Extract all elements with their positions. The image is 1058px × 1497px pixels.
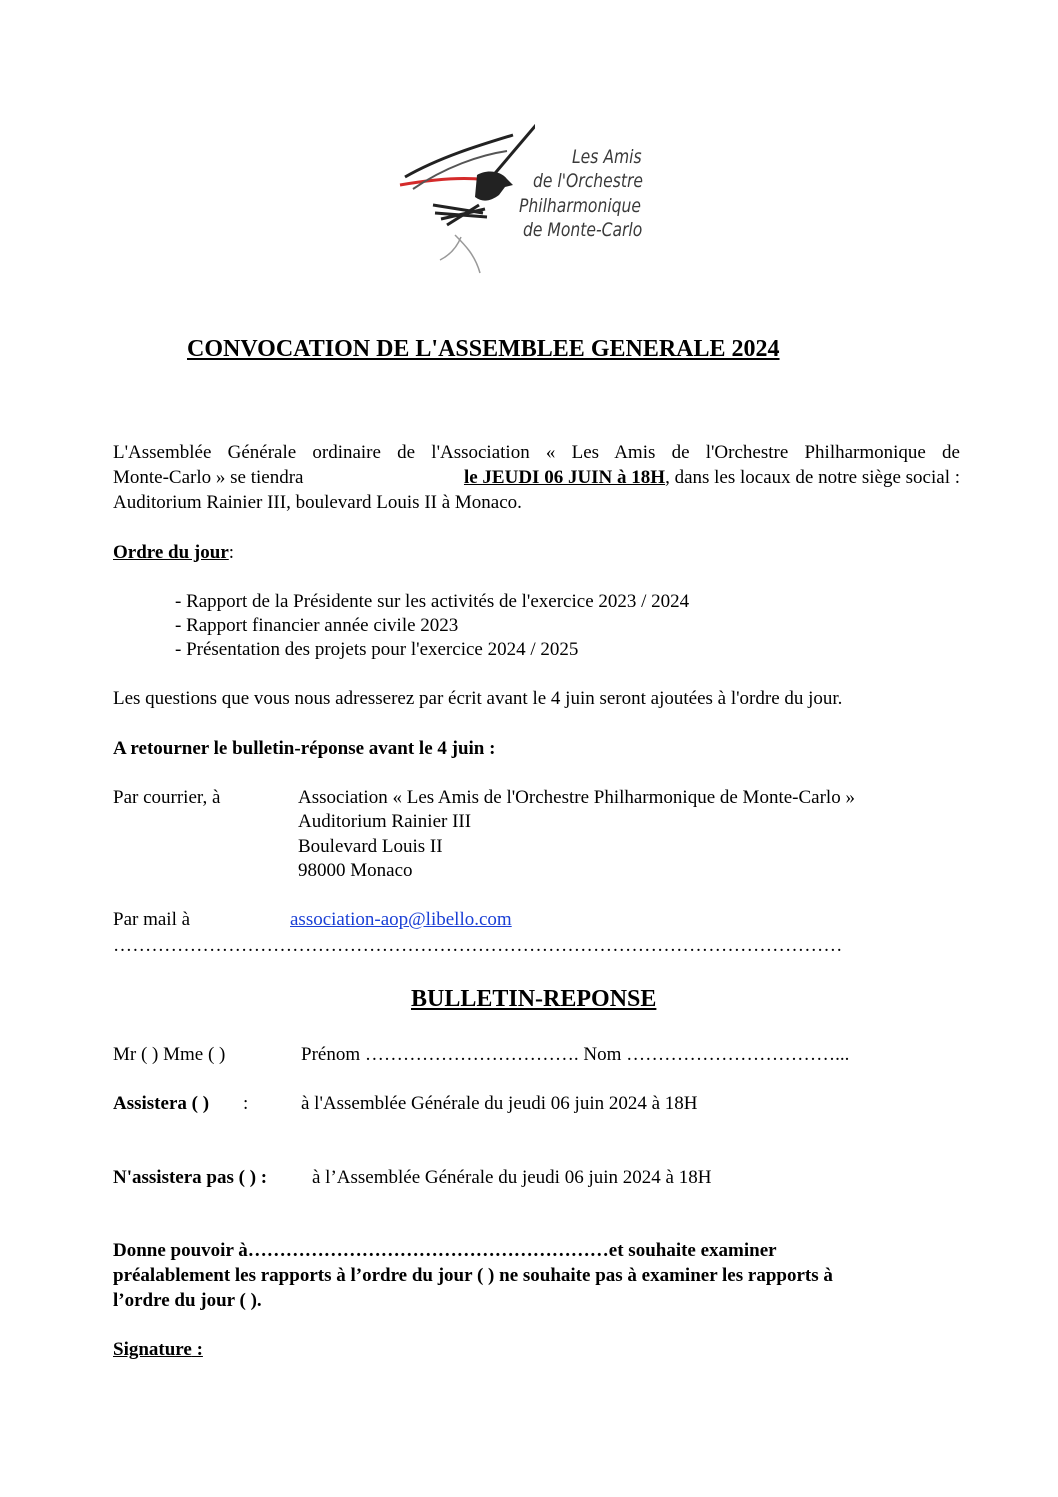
agenda-heading: Ordre du jour: [113, 542, 235, 563]
not-attend-label: N'assistera pas ( ) : [113, 1167, 268, 1188]
cut-line: …………………………………………………………………………………………………… [113, 935, 843, 956]
scribble [433, 205, 487, 225]
address-line: 98000 Monaco [298, 860, 413, 881]
logo-line-4: de Monte-Carlo [523, 219, 643, 241]
intro-pre: Monte-Carlo » se tiendra [113, 467, 304, 488]
logo-line-3: Philharmonique [519, 195, 642, 217]
intro-line-1: L'Assemblée Générale ordinaire de l'Association « Les Amis de l'Orchestre Philharmonique de [113, 442, 960, 463]
intro-line-2 [113, 466, 960, 490]
name-fields: Prénom ……………………………. Nom ……………………………... [301, 1044, 850, 1065]
address-line: Boulevard Louis II [298, 836, 443, 857]
signature-label: Signature : [113, 1339, 203, 1360]
conductor-logo-graphic [395, 105, 535, 275]
not-attend-text: à l’Assemblée Générale du jeudi 06 juin 2024 à 18H [312, 1167, 712, 1188]
proxy-line-2: préalablement les rapports à l’ordre du jour ( ) ne souhaite pas à examiner les rapports à [113, 1265, 833, 1286]
email-link[interactable]: association-aop@libello.com [290, 909, 512, 930]
page-title: CONVOCATION DE L'ASSEMBLEE GENERALE 2024 [187, 336, 780, 362]
civility-options: Mr ( ) Mme ( ) [113, 1044, 226, 1065]
return-notice: A retourner le bulletin-réponse avant le 4 juin : [113, 738, 496, 759]
hand [475, 172, 513, 201]
proxy-line-3: l’ordre du jour ( ). [113, 1290, 262, 1311]
agenda-item: - Présentation des projets pour l'exercice 2024 / 2025 [175, 639, 579, 660]
intro-line-3: Auditorium Rainier III, boulevard Louis II à Monaco. [113, 492, 522, 513]
meeting-date: le JEUDI 06 JUIN à 18H [463, 467, 666, 488]
logo-line-2: de l'Orchestre [533, 170, 643, 192]
attend-colon: : [243, 1093, 249, 1114]
address-line: Auditorium Rainier III [298, 811, 472, 832]
address-line: Association « Les Amis de l'Orchestre Philharmonique de Monte-Carlo » [298, 787, 855, 808]
proxy-line-1: Donne pouvoir à…………………………………………………et souhaite examiner [113, 1240, 777, 1261]
logo-line-1: Les Amis [572, 146, 642, 168]
attend-label: Assistera ( ) [113, 1093, 210, 1114]
bulletin-title: BULLETIN-REPONSE [411, 986, 657, 1012]
logo [395, 105, 665, 275]
mail-label: Par courrier, à [113, 787, 221, 808]
intro-post: , dans les locaux de notre siège social : [665, 467, 960, 488]
email-label: Par mail à [113, 909, 191, 930]
agenda-item: - Rapport financier année civile 2023 [175, 615, 459, 636]
questions-note: Les questions que vous nous adresserez par écrit avant le 4 juin seront ajoutées à l'ordre du jour. [113, 688, 843, 709]
agenda-item: - Rapport de la Présidente sur les activités de l'exercice 2023 / 2024 [175, 591, 690, 612]
attend-text: à l'Assemblée Générale du jeudi 06 juin 2024 à 18H [301, 1093, 698, 1114]
